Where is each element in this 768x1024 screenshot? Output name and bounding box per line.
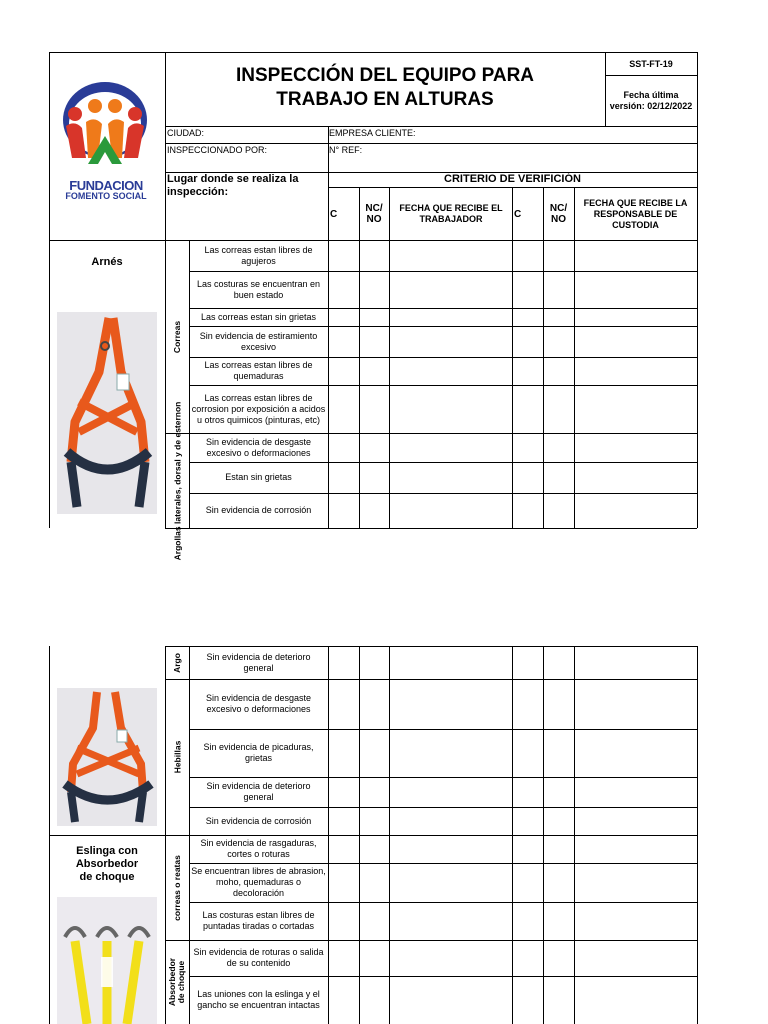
check-item: Sin evidencia de corrosión	[205, 815, 312, 826]
lanyard-photo	[57, 897, 157, 1024]
harness-image	[57, 312, 157, 514]
group-label-correas: Correas	[172, 320, 183, 354]
check-item: Sin evidencia de deterioro general	[206, 781, 311, 802]
harness-image-2	[57, 688, 157, 826]
item-label-arnes: Arnés	[91, 255, 123, 268]
col-nc1-header: NC/ NO	[365, 203, 383, 225]
logo-text-line1: FUNDACION	[69, 178, 143, 193]
check-item: Las correas estan sin grietas	[200, 311, 317, 322]
logo-text-line2: FOMENTO SOCIAL	[65, 191, 147, 201]
document-code: SST-FT-19	[629, 58, 673, 69]
check-item: Las costuras se encuentran en buen estado	[196, 278, 321, 300]
check-item: Sin evidencia de estiramiento excesivo	[199, 330, 318, 352]
col-c1-header: C	[330, 208, 338, 220]
group-label-correas-reatas: correas o reatas	[172, 854, 182, 921]
col-nc2-header: NC/ NO	[549, 203, 568, 225]
version-date	[605, 90, 697, 112]
check-item: Sin evidencia de deterioro general	[206, 651, 311, 673]
check-item: Sin evidencia de picaduras, grietas	[203, 742, 314, 763]
check-item: Se encuentran libres de abrasion, moho, quemaduras o decoloración	[191, 866, 326, 898]
lugar-label: Lugar donde se realiza la inspección:	[167, 173, 299, 198]
check-item: Sin evidencia de roturas o salida de su contenido	[193, 947, 324, 968]
check-item: Las correas estan libres de quemaduras	[204, 360, 313, 381]
check-item: Estan sin grietas	[225, 472, 292, 482]
n-ref-label: N° REF:	[329, 145, 363, 155]
form-title	[166, 64, 604, 112]
form-title-line1: INSPECCIÓN DEL EQUIPO PARA	[235, 65, 535, 86]
inspeccionado-por-label: INSPECCIONADO POR:	[167, 145, 268, 155]
foundation-logo-icon	[52, 74, 162, 184]
harness-photo-2	[57, 688, 157, 826]
check-item: Las correas estan libres de corrosion por exposición a acidos u otros quimicos (pinturas, etc)	[191, 392, 326, 425]
lanyard-image	[57, 897, 157, 1024]
check-item: Sin evidencia de corrosión	[205, 505, 312, 515]
check-item: Sin evidencia de desgaste excesivo o deformaciones	[205, 436, 312, 458]
check-item: Las uniones con la eslinga y el gancho se encuentran intactas	[197, 989, 320, 1010]
item-label-eslinga-line3: de choque	[79, 871, 135, 883]
group-label-hebillas: Hebillas	[172, 740, 183, 774]
check-item: Sin evidencia de desgaste excesivo o deformaciones	[205, 693, 312, 714]
check-item: Las costuras estan libres de puntadas tiradas o cortadas	[202, 910, 315, 931]
harness-photo	[57, 312, 157, 514]
criterio-header: CRITERIO DE VERIFICIÓN	[444, 173, 581, 185]
form-title-line2: TRABAJO EN ALTURAS	[276, 89, 494, 110]
item-label-eslinga	[49, 845, 165, 884]
col-c2-header: C	[514, 208, 522, 220]
group-label-argo: Argo	[172, 652, 182, 673]
version-date-line1: Fecha última	[623, 90, 679, 100]
check-item: Las correas estan libres de agujeros	[204, 245, 313, 266]
check-item: Sin evidencia de rasgaduras, cortes o roturas	[200, 838, 317, 859]
col-fecha-trabajador-header: FECHA QUE RECIBE EL TRABAJADOR	[399, 203, 503, 224]
group-label-absorbedor: Absorbedor de choque	[167, 957, 187, 1007]
ciudad-label: CIUDAD:	[167, 128, 205, 138]
version-date-line2: versión: 02/12/2022	[609, 101, 693, 111]
col-fecha-responsable-header: FECHA QUE RECIBE LA RESPONSABLE DE CUSTODIA	[583, 197, 688, 230]
logo	[52, 74, 162, 214]
empresa-cliente-label: EMPRESA CLIENTE:	[329, 128, 416, 138]
item-label-eslinga-line1: Eslinga con	[76, 845, 138, 857]
item-label-eslinga-line2: Absorbedor	[75, 858, 139, 870]
group-label-argollas: Argollas laterales, dorsal y de esternon	[172, 401, 183, 560]
